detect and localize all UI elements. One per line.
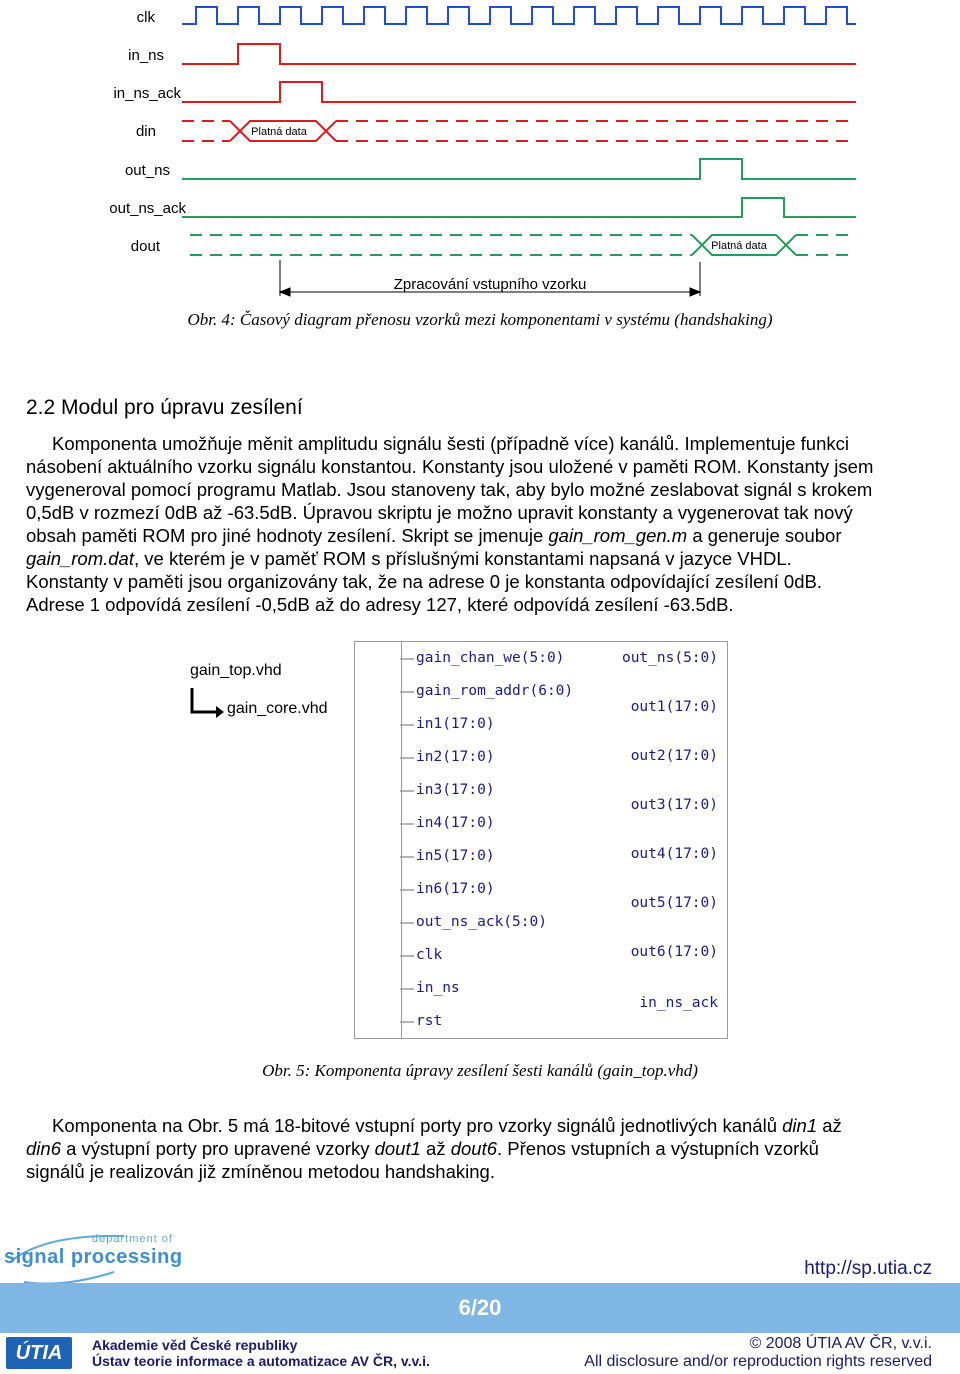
text-run: a výstupní porty pro upravené vzorky <box>60 1138 375 1159</box>
output-port: out6(17:0) <box>630 944 718 960</box>
din-data-label: Platná data <box>251 126 307 138</box>
input-port: in6(17:0) <box>416 881 495 897</box>
logo-small-text: department of <box>92 1233 173 1245</box>
footer-bar <box>0 1283 960 1333</box>
signal-label-dout: dout <box>130 238 160 255</box>
text-run: obsah paměti ROM pro jiné hodnoty zesílení. Skript se jmenuje <box>26 525 549 546</box>
input-port: in3(17:0) <box>416 782 495 798</box>
signal-label-out-ns: out_ns <box>124 162 170 179</box>
paragraph-2-line: signálů je realizován již zmíněnou metodou handshaking. <box>26 1161 495 1182</box>
out-ns-waveform <box>182 159 856 179</box>
section-heading: 2.2 Modul pro úpravu zesílení <box>26 396 303 419</box>
footer-info <box>0 1333 960 1374</box>
paragraph-1-line: Konstanty v paměti jsou organizovány tak, že na adrese 0 je konstanta odpovídající zesílení 0dB. <box>26 571 822 592</box>
input-port: in4(17:0) <box>416 815 495 831</box>
signal-label-in-ns-ack: in_ns_ack <box>113 85 181 102</box>
logo-big-text: signal processing <box>4 1246 183 1268</box>
institute-name: Ústav teorie informace a automatizace AV ČR, v.v.i. <box>92 1353 430 1369</box>
paragraph-1-line <box>26 524 932 547</box>
signal-label-clk: clk <box>136 9 155 26</box>
script-filename: gain_rom_gen.m <box>548 525 688 546</box>
rights-notice: All disclosure and/or reproduction rights reserved <box>584 1353 932 1370</box>
department-logo <box>4 1232 204 1286</box>
text-run: až <box>420 1138 451 1159</box>
paragraph-2-line <box>26 1114 932 1137</box>
out-ns-ack-waveform <box>182 198 856 217</box>
output-port: out1(17:0) <box>630 699 718 715</box>
text-run: . Přenos vstupních a výstupních vzorků <box>497 1138 819 1159</box>
text-run: , ve kterém je v paměť ROM s příslušnými konstantami napsaná v jazyce VHDL. <box>133 548 792 569</box>
output-port: in_ns_ack <box>639 995 718 1011</box>
data-filename: gain_rom.dat <box>26 548 134 569</box>
input-port: in_ns <box>416 980 460 996</box>
paragraph-1 <box>26 432 932 616</box>
paragraph-1-line: vygeneroval pomocí programu Matlab. Jsou stanoveny tak, aby bylo možné zeslabovat signál s krokem <box>26 479 873 500</box>
output-port: out4(17:0) <box>630 846 718 862</box>
input-port: rst <box>416 1013 443 1029</box>
input-port: gain_rom_addr(6:0) <box>416 683 574 699</box>
footer-url[interactable]: http://sp.utia.cz <box>804 1258 932 1279</box>
copyright: © 2008 ÚTIA AV ČR, v.v.i. <box>749 1335 932 1352</box>
paragraph-1-line: Komponenta umožňuje měnit amplitudu signálu šesti (případně více) kanálů. Implementuje funkci <box>52 433 849 454</box>
text-run: Komponenta na Obr. 5 má 18-bitové vstupní porty pro vzorky signálů jednotlivých kanálů <box>52 1115 783 1136</box>
paragraph-1-line <box>26 547 932 570</box>
paragraph-2 <box>26 1114 932 1183</box>
paragraph-1-line: 0,5dB v rozmezí 0dB až -63.5dB. Úpravou skriptu je možno upravit konstanty a vygenerovat tak nový <box>26 502 853 523</box>
hierarchy-arrow-icon <box>186 686 226 720</box>
signal-label-out-ns-ack: out_ns_ack <box>109 200 186 217</box>
signal-label-din: din <box>135 123 156 140</box>
hierarchy-core-label: gain_core.vhd <box>227 700 328 717</box>
input-port-stubs <box>354 641 416 1037</box>
output-port: out5(17:0) <box>630 895 718 911</box>
paragraph-2-line <box>26 1137 932 1160</box>
input-port: clk <box>416 947 443 963</box>
input-port: in5(17:0) <box>416 848 495 864</box>
academy-name: Akademie věd České republiky <box>92 1337 298 1353</box>
in-ns-ack-waveform <box>182 82 856 102</box>
input-port: out_ns_ack(5:0) <box>416 914 547 930</box>
text-run: až <box>817 1115 842 1136</box>
signal-label-in-ns: in_ns <box>128 47 164 64</box>
text-run: a generuje soubor <box>687 525 842 546</box>
hierarchy-top-label: gain_top.vhd <box>190 662 282 679</box>
in-ns-waveform <box>182 44 856 64</box>
input-port: in2(17:0) <box>416 749 495 765</box>
port-name: dout6 <box>450 1138 498 1159</box>
output-port: out2(17:0) <box>630 748 718 764</box>
page-number: 6/20 <box>458 1295 502 1320</box>
output-port: out_ns(5:0) <box>621 650 718 666</box>
port-name: din6 <box>26 1138 61 1159</box>
input-port: gain_chan_we(5:0) <box>416 650 565 666</box>
port-name: din1 <box>782 1115 818 1136</box>
paragraph-1-line: násobení aktuálního vzorku signálu konstantou. Konstanty jsou uložené v paměti ROM. Konstanty jsem <box>26 456 874 477</box>
paragraph-1-line: Adrese 1 odpovídá zesílení -0,5dB až do adresy 127, které odpovídá zesílení -63.5dB. <box>26 594 734 615</box>
dout-data-label: Platná data <box>711 240 767 252</box>
input-port: in1(17:0) <box>416 716 495 732</box>
figure-5-caption: Obr. 5: Komponenta úpravy zesílení šesti kanálů (gain_top.vhd) <box>262 1061 698 1080</box>
utia-logo: ÚTIA <box>6 1337 72 1369</box>
output-port: out3(17:0) <box>630 797 718 813</box>
port-name: dout1 <box>374 1138 421 1159</box>
figure-4-caption: Obr. 4: Časový diagram přenosu vzorků mezi komponentami v systému (handshaking) <box>187 310 773 329</box>
timing-diagram <box>0 0 960 300</box>
span-label: Zpracování vstupního vzorku <box>393 276 587 293</box>
clk-waveform <box>182 7 856 24</box>
